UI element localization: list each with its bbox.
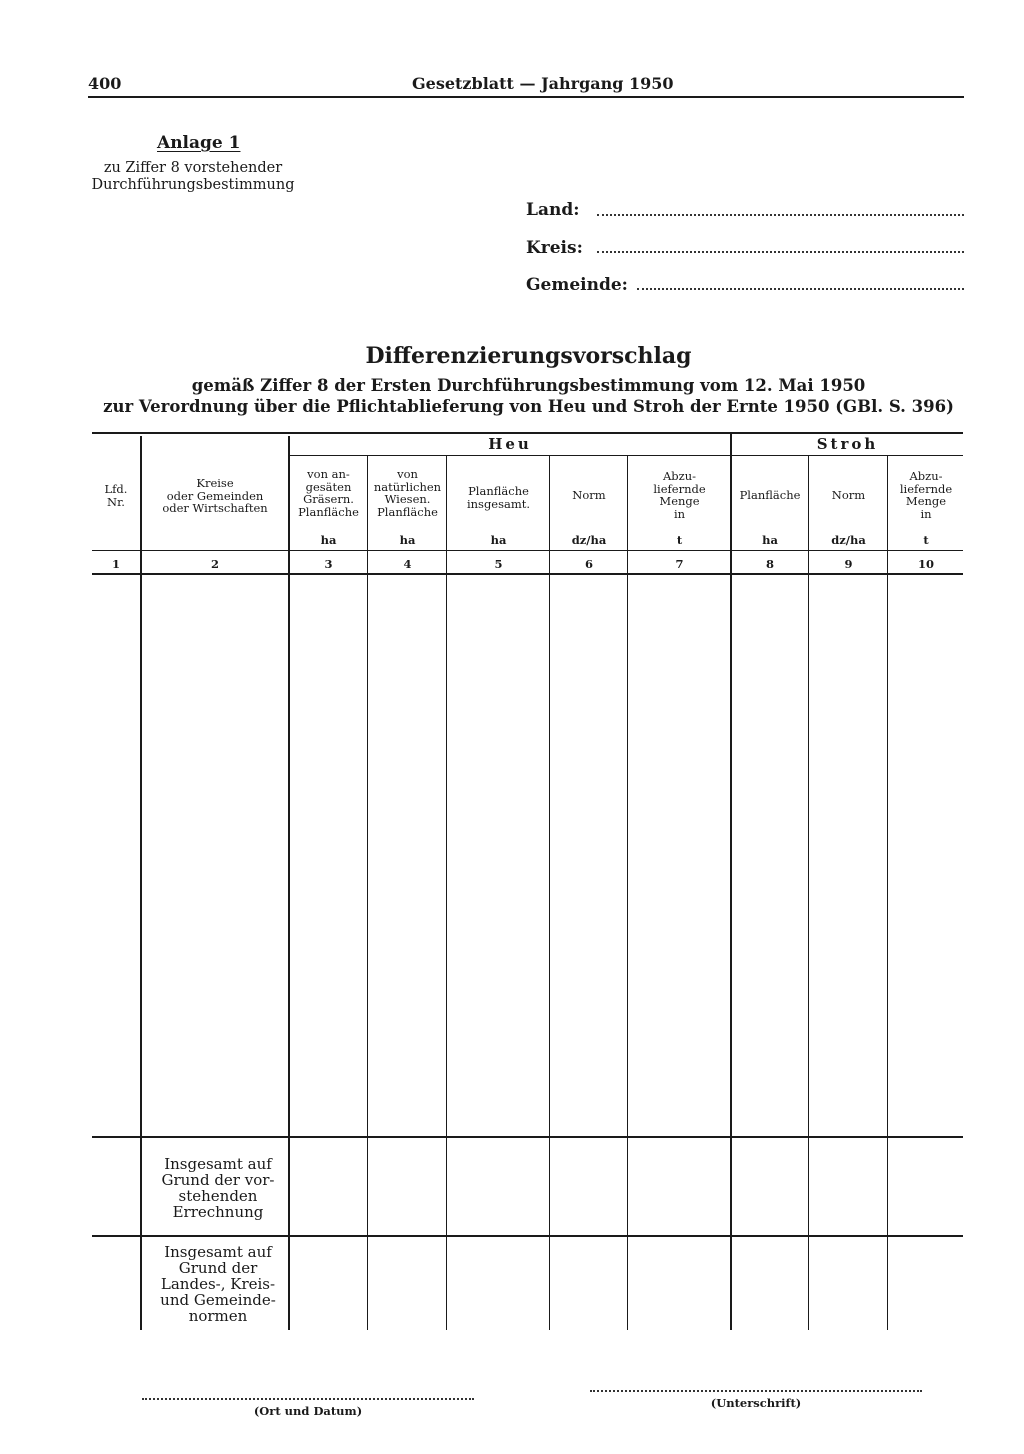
- column-rule: [549, 456, 550, 1330]
- kreis-label: Kreis:: [526, 238, 583, 258]
- page-number: 400: [88, 74, 122, 93]
- land-input-line[interactable]: [597, 214, 964, 216]
- unit-label: t: [923, 533, 929, 547]
- col-header-lfd-nr: [92, 483, 140, 508]
- gemeinde-input-line[interactable]: [637, 288, 964, 290]
- kreis-input-line[interactable]: [597, 251, 964, 253]
- summary-separator-rule: [92, 1235, 963, 1237]
- gemeinde-label: Gemeinde:: [526, 275, 628, 295]
- col-header-planflaeche-insgesamt: [448, 485, 549, 510]
- land-label: Land:: [526, 200, 580, 220]
- column-rule: [808, 456, 809, 1330]
- summary-line: Insgesamt auf: [164, 1155, 272, 1173]
- header-line: von an-: [307, 467, 350, 481]
- header-line: natürlichen: [373, 479, 442, 494]
- annex-title: Anlage 1: [157, 133, 241, 153]
- header-line: gesäten: [305, 479, 352, 494]
- header-rule: [88, 96, 964, 98]
- column-number: 6: [584, 557, 593, 571]
- running-head: Gesetzblatt — Jahrgang 1950: [412, 74, 674, 93]
- column-number: 1: [111, 557, 120, 571]
- group-header-rule: [288, 455, 963, 456]
- summary-line: Errechnung: [172, 1203, 264, 1221]
- body-bottom-rule: [92, 1136, 963, 1138]
- header-line: Nr.: [107, 494, 125, 509]
- col-header-norm-heu: [551, 489, 627, 502]
- header-line: oder Wirtschaften: [162, 501, 268, 515]
- header-line: Kreise: [196, 476, 234, 490]
- header-line: Wiesen.: [384, 492, 431, 506]
- summary-line: stehenden: [178, 1187, 258, 1205]
- column-number: 10: [917, 557, 934, 571]
- col-header-angesaete-graeser: [290, 468, 367, 518]
- header-line: Abzu-: [909, 469, 943, 483]
- place-date-caption: (Ort und Datum): [253, 1404, 363, 1418]
- header-line: Planfläche: [468, 484, 529, 498]
- summary-row-label: [144, 1156, 292, 1220]
- column-number: 2: [210, 557, 219, 571]
- unit-label: dz/ha: [831, 533, 866, 547]
- header-line: Menge: [659, 494, 700, 508]
- header-line: Planfläche: [298, 504, 359, 519]
- summary-row-label: [144, 1244, 292, 1324]
- header-line: in: [673, 506, 686, 521]
- place-date-line[interactable]: [142, 1398, 474, 1400]
- subtitle-line: gemäß Ziffer 8 der Ersten Durchführungsbestimmung vom 12. Mai 1950: [191, 376, 866, 395]
- header-line: Abzu-: [662, 469, 697, 483]
- column-number: 5: [494, 557, 503, 571]
- unit-label: ha: [399, 533, 416, 547]
- unit-label: ha: [320, 533, 337, 547]
- group-heu-label: Heu: [488, 435, 532, 453]
- column-number: 8: [765, 557, 774, 571]
- column-number: 3: [324, 557, 333, 571]
- number-row-rule: [92, 573, 963, 575]
- col-header-norm-stroh: [810, 489, 887, 502]
- unit-label: ha: [490, 533, 507, 547]
- annex-note-line: zu Ziffer 8 vorstehender: [103, 160, 283, 176]
- col-header-kreise: [142, 477, 288, 515]
- column-number: 4: [403, 557, 412, 571]
- header-line: liefernde: [653, 481, 706, 496]
- unit-label: t: [676, 533, 683, 547]
- summary-line: Landes-, Kreis-: [160, 1275, 276, 1293]
- column-rule: [887, 456, 888, 1330]
- summary-line: Grund der vor-: [161, 1171, 275, 1189]
- summary-line: und Gemeinde-: [160, 1291, 276, 1309]
- column-rule: [367, 456, 368, 1330]
- unit-label: dz/ha: [571, 533, 607, 547]
- header-line: Norm: [572, 488, 606, 502]
- header-line: Planfläche: [739, 488, 801, 502]
- header-line: Planfläche: [377, 504, 438, 519]
- annex-note-line: Durchführungsbestimmung: [91, 177, 295, 193]
- header-line: Menge: [905, 494, 947, 508]
- subtitle-line: zur Verordnung über die Pflichtablieferung von Heu und Stroh der Ernte 1950 (GBl. S. 396): [103, 397, 954, 416]
- col-header-menge-heu: [629, 470, 730, 520]
- header-line: insgesamt.: [466, 496, 531, 511]
- summary-line: normen: [188, 1307, 248, 1325]
- column-rule: [627, 456, 628, 1330]
- header-bottom-rule: [92, 550, 963, 551]
- header-line: Lfd.: [104, 482, 128, 496]
- column-number: 9: [844, 557, 853, 571]
- header-line: in: [920, 506, 932, 521]
- group-stroh-label: Stroh: [816, 435, 879, 453]
- column-number: 7: [675, 557, 684, 571]
- header-line: Gräsern.: [303, 492, 354, 506]
- signature-line[interactable]: [590, 1390, 922, 1392]
- annex-note: [90, 160, 296, 194]
- table-top-rule: [92, 432, 963, 434]
- header-line: liefernde: [899, 481, 953, 496]
- col-header-natuerliche-wiesen: [369, 468, 446, 518]
- col-header-menge-stroh: [889, 470, 963, 520]
- summary-line: Grund der: [178, 1259, 258, 1277]
- document-title: Differenzierungsvorschlag: [365, 343, 692, 369]
- signature-caption: (Unterschrift): [710, 1396, 802, 1410]
- header-line: oder Gemeinden: [166, 488, 264, 503]
- header-line: Norm: [831, 488, 866, 502]
- unit-label: ha: [762, 533, 778, 547]
- header-line: von: [397, 467, 418, 481]
- column-rule: [446, 456, 447, 1330]
- col-header-planflaeche-stroh: [732, 489, 808, 502]
- summary-line: Insgesamt auf: [164, 1243, 272, 1261]
